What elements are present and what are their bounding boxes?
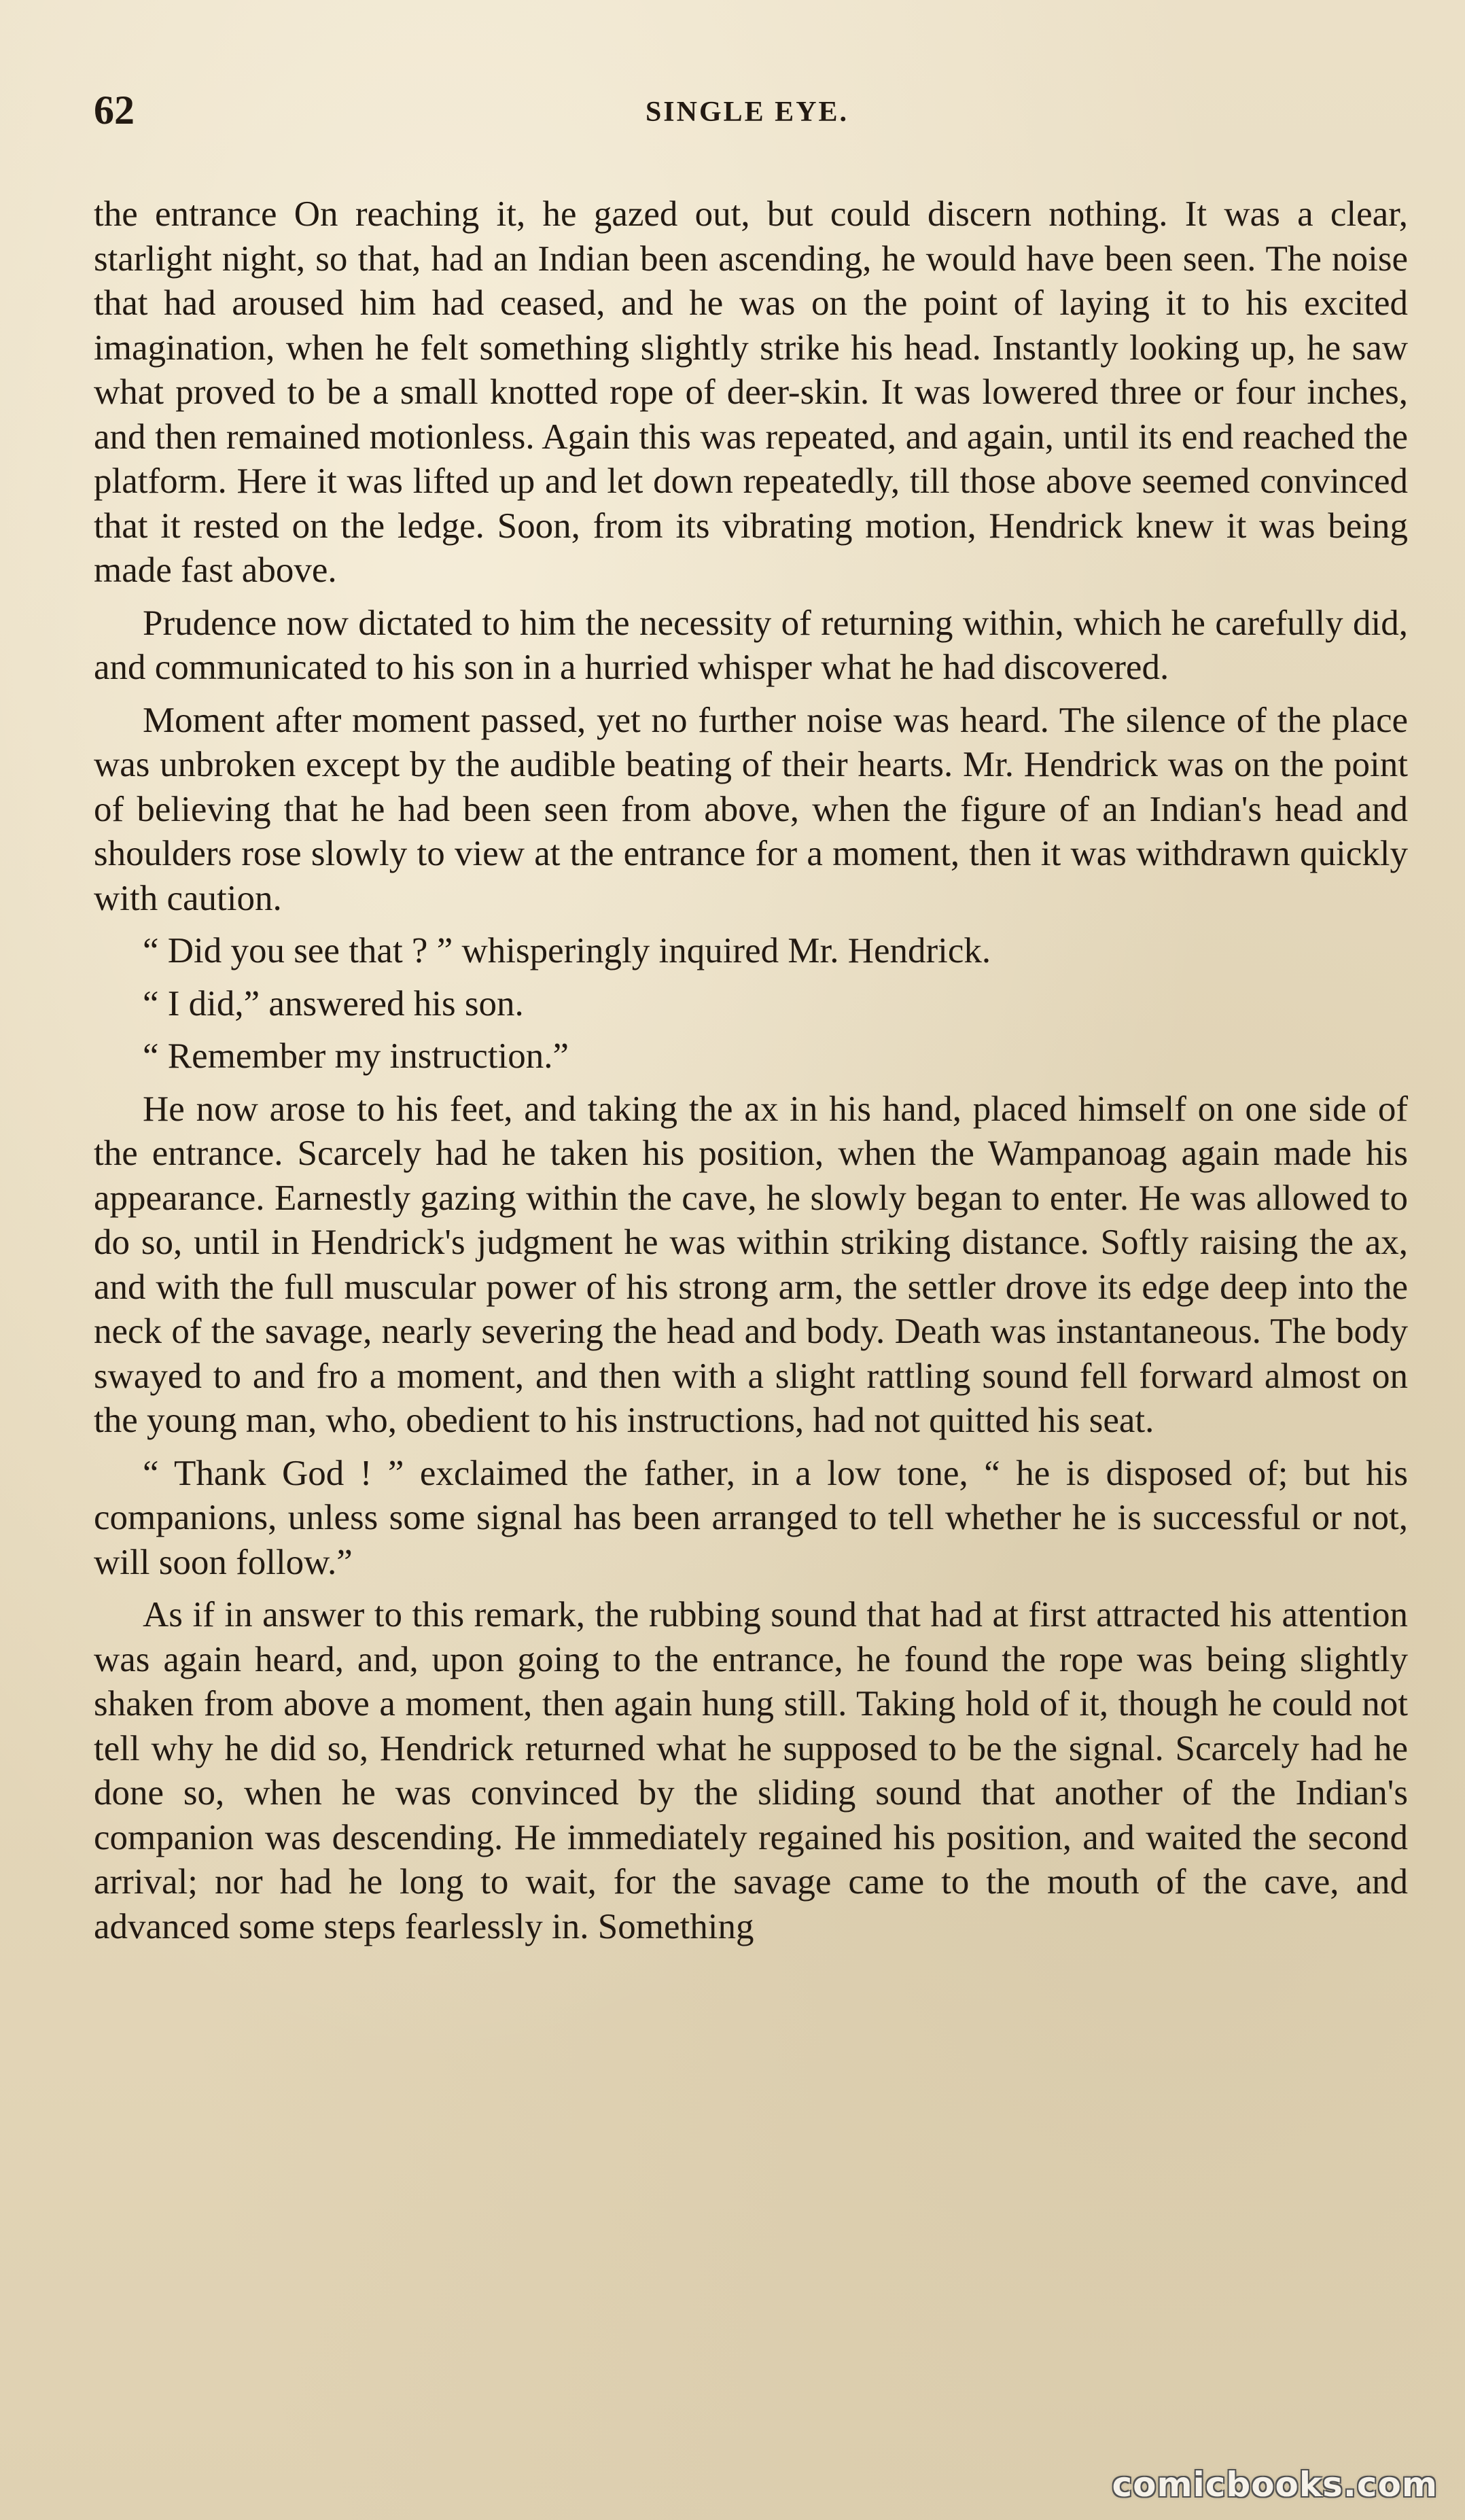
paragraph: As if in answer to this remark, the rubbing sound that had at first attracted his attention was again heard, and, upon going to the entrance, he found the rope was being slightly shaken from above a moment, then again hung still. Taking hold of it, though he could not tell why he did so, Hendrick returned what he supposed to be the signal. Scarcely had he done so, when he was convinced by the sliding sound that another of the Indian's companion was descending. He immediately regained his position, and waited the second arrival; nor had he long to wait, for the savage came to the mouth of the cave, and advanced some steps fearlessly in. Something	[94, 1595, 1408, 1946]
paragraph: “ Thank God ! ” exclaimed the father, in a low tone, “ he is disposed of; but his companions, unless some signal has been arranged to tell whether he is successful or not, will soon follow.”	[94, 1453, 1408, 1582]
paragraph: Moment after moment passed, yet no further noise was heard. The silence of the place was unbroken except by the audible beating of their hearts. Mr. Hendrick was on the point of believing that he had been seen from above, when the figure of an Indian's head and shoulders rose slowly to view at the entrance for a moment, then it was withdrawn quickly with caution.	[94, 700, 1408, 918]
paragraph: the entrance On reaching it, he gazed out, but could discern nothing. It was a clear, starlight night, so that, had an Indian been ascending, he would have been seen. The noise that had aroused him had ceased, and he was on the point of laying it to his excited imagination, when he felt something slightly strike his head. Instantly looking up, he saw what proved to be a small knotted rope of deer-skin. It was lowered three or four inches, and then remained motionless. Again this was repeated, and again, until its end reached the platform. Here it was lifted up and let down repeatedly, till those above seemed convinced that it rested on the ledge. Soon, from its vibrating motion, Hendrick knew it was being made fast above.	[94, 194, 1408, 590]
paragraph: Prudence now dictated to him the necessity of returning within, which he carefully did, and communicated to his son in a hurried whisper what he had discovered.	[94, 603, 1408, 687]
paragraph: “ Did you see that ? ” whisperingly inquired Mr. Hendrick.	[143, 931, 991, 970]
running-head: SINGLE EYE.	[645, 97, 849, 128]
paragraph: He now arose to his feet, and taking the ax in his hand, placed himself on one side of the entrance. Scarcely had he taken his position, when the Wampanoag again made his appearance. Earnestly gazing within the cave, he slowly began to enter. He was allowed to do so, until in Hendrick's judgment he was within striking distance. Softly raising the ax, and with the full muscular power of his strong arm, the settler drove its edge deep into the neck of the savage, nearly severing the head and body. Death was instantaneous. The body swayed to and fro a moment, and then with a slight rattling sound fell forward almost on the young man, who, obedient to his instructions, had not quitted his seat.	[94, 1089, 1408, 1440]
watermark: comicbooks.com	[1112, 2465, 1438, 2504]
paragraph: “ I did,” answered his son.	[143, 983, 524, 1023]
page-number: 62	[94, 88, 135, 133]
paragraph: “ Remember my instruction.”	[143, 1036, 569, 1076]
body-text	[94, 192, 1408, 1957]
page-header	[94, 83, 1400, 137]
